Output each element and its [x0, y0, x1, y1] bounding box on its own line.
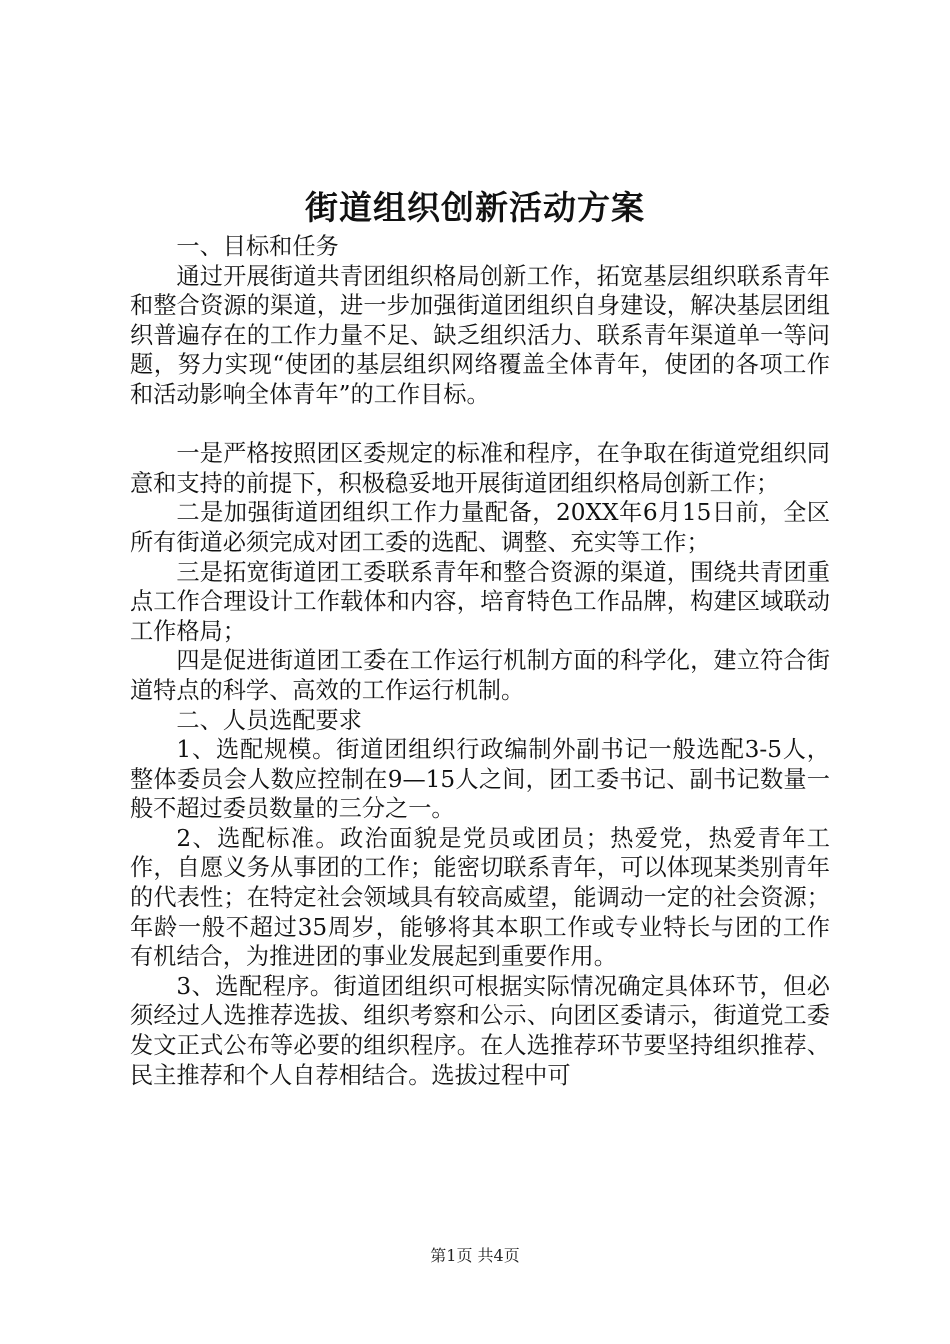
section-heading-goals: 一、目标和任务 — [176, 233, 339, 260]
document-title: 街道组织创新活动方案 — [305, 188, 645, 227]
section-heading-staffing: 二、人员选配要求 — [176, 706, 362, 734]
paragraph-criteria: 2、选配标准。政治面貌是党员或团员；热爱党，热爱青年工作，自愿义务从事团的工作；能密切联系青年，可以体现某类别青年的代表性；在特定社会领域具有较高威望，能调动一定的社会资源；年龄一般不超过35周岁，能够将其本职工作或专业特长与团的工作有机结合，为推进团的事业发展起到重要作用。 — [130, 824, 830, 971]
paragraph-item-3: 三是拓宽街道团工委联系青年和整合资源的渠道，围绕共青团重点工作合理设计工作载体和内容，培育特色工作品牌，构建区域联动工作格局； — [130, 558, 830, 645]
document-body — [130, 232, 830, 1090]
paragraph-spacer — [130, 410, 830, 440]
paragraph-item-4: 四是促进街道团工委在工作运行机制方面的科学化，建立符合街道特点的科学、高效的工作运行机制。 — [130, 647, 830, 704]
paragraph-intro: 通过开展街道共青团组织格局创新工作，拓宽基层组织联系青年和整合资源的渠道，进一步加强街道团组织自身建设，解决基层团组织普遍存在的工作力量不足、缺乏组织活力、联系青年渠道单一等问题，努力实现“使团的基层组织网络覆盖全体青年，使团的各项工作和活动影响全体青年”的工作目标。 — [130, 262, 830, 408]
paragraph-item-1: 一是严格按照团区委规定的标准和程序，在争取在街道党组织同意和支持的前提下，积极稳妥地开展街道团组织格局创新工作； — [130, 440, 830, 497]
paragraph-scale: 1、选配规模。街道团组织行政编制外副书记一般选配3-5人，整体委员会人数应控制在9—15人之间，团工委书记、副书记数量一般不超过委员数量的三分之一。 — [130, 736, 830, 823]
page-number: 第1页 共4页 — [430, 1246, 520, 1265]
paragraph-procedure: 3、选配程序。街道团组织可根据实际情况确定具体环节，但必须经过人选推荐选拔、组织考察和公示、向团区委请示，街道党工委发文正式公布等必要的组织程序。在人选推荐环节要坚持组织推荐、民主推荐和个人自荐相结合。选拔过程中可 — [130, 972, 830, 1089]
paragraph-item-2: 二是加强街道团组织工作力量配备，20XX年6月15日前，全区所有街道必须完成对团工委的选配、调整、充实等工作； — [130, 499, 830, 556]
